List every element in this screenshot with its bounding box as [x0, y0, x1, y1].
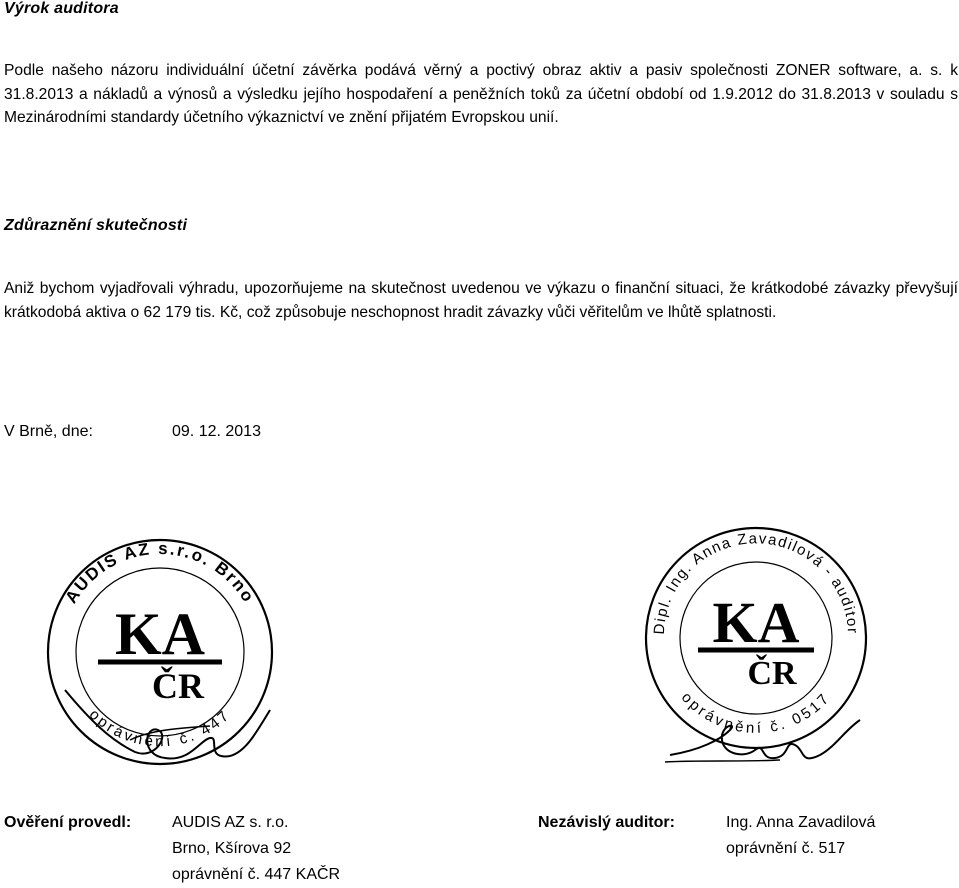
audit-firm-details: [172, 810, 340, 888]
auditor-stamp-ring-text: Dipl. Ing. Anna Zavadilová - auditor: [650, 530, 862, 636]
auditor-license: oprávnění č. 517: [726, 840, 846, 857]
auditor-stamp-license-text: oprávnění č. 0517: [677, 688, 835, 738]
independent-auditor-label: Nezávislý auditor:: [538, 814, 675, 831]
place-date-line: [4, 423, 261, 441]
audis-stamp-logo-cr: ČR: [152, 666, 204, 706]
report-date: 09. 12. 2013: [172, 423, 261, 440]
svg-text:AUDIS AZ s.r.o. Brno: [61, 539, 258, 607]
auditor-name: Ing. Anna Zavadilová: [726, 814, 876, 831]
audis-stamp-ring-text: AUDIS AZ s.r.o. Brno: [61, 538, 259, 607]
audit-firm-name: AUDIS AZ s. r.o.: [172, 814, 289, 831]
verified-by-label: Ověření provedl:: [4, 814, 132, 831]
audit-firm-license: oprávnění č. 447 KAČR: [172, 866, 341, 883]
auditor-details: [726, 810, 875, 862]
auditor-stamp-logo-cr: ČR: [747, 655, 797, 692]
section-title-emphasis-of-matter: Zdůraznění skutečnosti: [4, 217, 188, 234]
audis-stamp-logo-ka: KA: [115, 601, 205, 667]
auditor-opinion-paragraph: Podle našeho názoru individuální účetní závěrka podává věrný a poctivý obraz aktiv a pasiv společnosti ZONER software, a. s. k 31.8.2013 a nákladů a výnosů a výsledku jejího hospodaření a peněžních toků za účetní období od 1.9.2012 do 31.8.2013 v souladu s Mezinárodními standardy účetního výkaznictví ve znění přijatém Evropskou unií.: [4, 62, 958, 126]
auditor-stamp-logo-ka: KA: [712, 590, 800, 655]
emphasis-of-matter-paragraph: Aniž bychom vyjadřovali výhradu, upozorňujeme na skutečnost uvedenou ve výkazu o finanční situaci, že krátkodobé závazky převyšují krátkodobá aktiva o 62 179 tis. Kč, což způsobuje neschopnost hradit závazky vůči věřitelům ve lhůtě splatnosti.: [4, 280, 958, 321]
audis-stamp-license-text: oprávnění č. 447: [85, 706, 235, 751]
section-title-auditor-opinion: Výrok auditora: [4, 0, 119, 17]
auditor-signature: [660, 700, 880, 780]
audis-signature: [60, 680, 280, 780]
audit-firm-address: Brno, Kšírova 92: [172, 840, 292, 857]
place-label: V Brně, dne:: [4, 423, 93, 440]
